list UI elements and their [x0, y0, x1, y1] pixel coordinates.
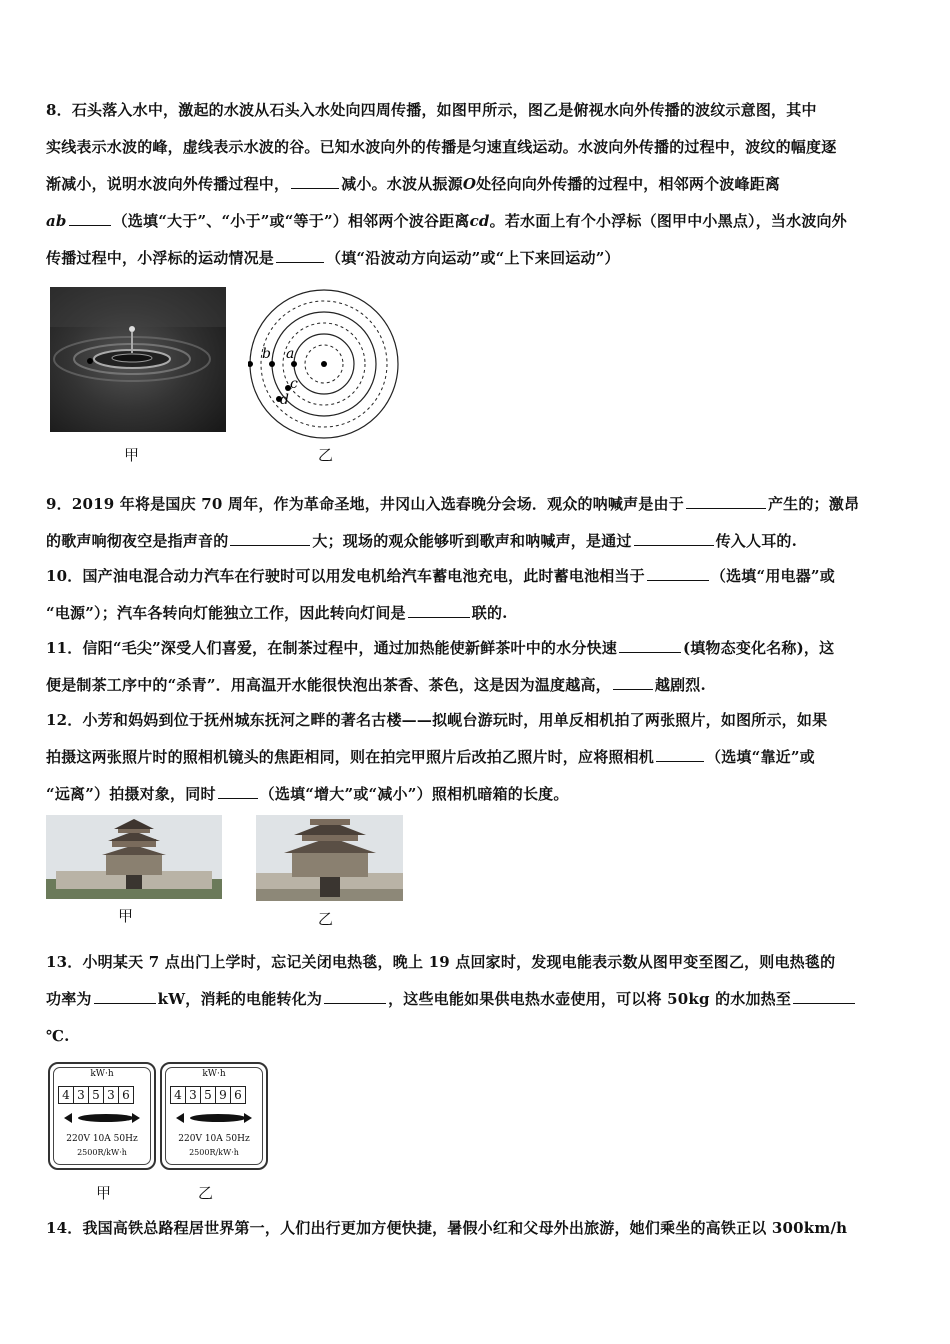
- question-13: [46, 944, 906, 1055]
- q8-line-3: 渐减小，说明水波向外传播过程中， 减小。水波从振源O处径向向外传播的过程中，相邻两个波峰距离: [46, 166, 906, 203]
- q11-line-1: 11．信阳“毛尖”深受人们喜爱，在制茶过程中，通过加热能使新鲜茶叶中的水分快速 (填物态变化名称)，这: [46, 630, 906, 667]
- answer-blank[interactable]: [94, 985, 156, 1004]
- meter-caption-jia: 甲: [96, 1184, 112, 1202]
- photo-caption-jia: 甲: [118, 907, 134, 925]
- q10-line-2: “电源”）；汽车各转向灯能独立工作，因此转向灯间是 联的.: [46, 595, 906, 632]
- answer-blank[interactable]: [291, 170, 339, 189]
- label-b: b: [262, 346, 271, 362]
- answer-blank[interactable]: [408, 599, 470, 618]
- q12-line-1: 12．小芳和妈妈到位于抚州城东抚河之畔的著名古楼——拟岘台游玩时，用单反相机拍了两张照片，如图所示，如果: [46, 711, 828, 729]
- meter-digits: 4 3 5 3 6: [58, 1086, 134, 1104]
- answer-blank[interactable]: [656, 743, 704, 762]
- figure-caption-yi: 乙: [318, 446, 334, 464]
- answer-blank[interactable]: [634, 527, 714, 546]
- answer-blank[interactable]: [276, 244, 324, 263]
- q14-line-1: 14．我国高铁总路程居世界第一，人们出行更加方便快捷，暑假小红和父母外出旅游，她们乘坐的高铁正以 300km/h: [46, 1219, 848, 1237]
- q9-line-2: 的歌声响彻夜空是指声音的 大；现场的观众能够听到歌声和呐喊声，是通过 传入人耳的.: [46, 523, 906, 560]
- figure-caption-jia: 甲: [124, 446, 140, 464]
- q13-line-1: 13．小明某天 7 点出门上学时，忘记关闭电热毯，晚上 19 点回家时，发现电能表示数从图甲变至图乙，则电热毯的: [46, 953, 836, 971]
- label-d: d: [280, 392, 289, 408]
- q12-line-2: 拍摄这两张照片时的照相机镜头的焦距相同，则在拍完甲照片后改拍乙照片时，应将照相机 （选填“靠近”或: [46, 739, 906, 776]
- answer-blank[interactable]: [613, 671, 653, 690]
- q11-line-2: 便是制茶工序中的“杀青”．用高温开水能很快泡出茶香、茶色，这是因为温度越高， 越剧烈.: [46, 667, 906, 704]
- q8-line-5: 传播过程中，小浮标的运动情况是 （填“沿波动方向运动”或“上下来回运动”）: [46, 240, 906, 277]
- meter-digits: 4 3 5 9 6: [170, 1086, 246, 1104]
- tower-photo-yi: [256, 815, 403, 905]
- question-12: [46, 702, 906, 813]
- ripple-diagram: [248, 288, 400, 444]
- answer-blank[interactable]: [647, 562, 709, 581]
- q8-line-1: 8．石头落入水中，激起的水波从石头入水处向四周传播，如图甲所示，图乙是俯视水向外传播的波纹示意图，其中: [46, 101, 817, 119]
- answer-blank[interactable]: [619, 634, 681, 653]
- meter-disc-icon: [174, 1110, 254, 1126]
- q8-line-4: ab （选填“大于”、“小于”或“等于”）相邻两个波谷距离cd。若水面上有个小浮标（图甲中小黑点），当水波向外: [46, 203, 906, 240]
- electric-meter-yi: kW·h 4 3 5 9 6 220V 10A 50Hz 2500R/kW·h: [160, 1062, 268, 1170]
- q8-line-2: 实线表示水波的峰，虚线表示水波的谷。已知水波向外的传播是匀速直线运动。水波向外传播的过程中，波纹的幅度逐: [46, 138, 837, 156]
- water-ripple-photo: [50, 287, 226, 436]
- question-9: [46, 486, 906, 560]
- q13-line-2: 功率为 kW，消耗的电能转化为 ，这些电能如果供电热水壶使用，可以将 50kg 的水加热至: [46, 981, 906, 1018]
- question-8: [46, 92, 906, 277]
- answer-blank[interactable]: [69, 207, 111, 226]
- label-c: c: [290, 376, 298, 392]
- electric-meter-jia: kW·h 4 3 5 3 6 220V 10A 50Hz 2500R/kW·h: [48, 1062, 156, 1170]
- answer-blank[interactable]: [218, 780, 258, 799]
- answer-blank[interactable]: [230, 527, 310, 546]
- answer-blank[interactable]: [793, 985, 855, 1004]
- q13-line-3: ℃.: [46, 1027, 70, 1045]
- question-11: [46, 630, 906, 704]
- question-10: [46, 558, 906, 632]
- q12-line-3: “远离”）拍摄对象，同时 （选填“增大”或“减小”）照相机暗箱的长度。: [46, 776, 906, 813]
- tower-photo-jia: [46, 815, 222, 903]
- question-14: [46, 1210, 906, 1247]
- photo-caption-yi: 乙: [318, 910, 334, 928]
- label-a: a: [286, 346, 295, 362]
- meter-caption-yi: 乙: [198, 1184, 214, 1202]
- meter-disc-icon: [62, 1110, 142, 1126]
- q9-line-1: 9．2019 年将是国庆 70 周年，作为革命圣地，井冈山入选春晚分会场．观众的呐喊声是由于 产生的；激昂: [46, 486, 906, 523]
- q10-line-1: 10．国产油电混合动力汽车在行驶时可以用发电机给汽车蓄电池充电，此时蓄电池相当于 （选填“用电器”或: [46, 558, 906, 595]
- answer-blank[interactable]: [324, 985, 386, 1004]
- answer-blank[interactable]: [686, 490, 766, 509]
